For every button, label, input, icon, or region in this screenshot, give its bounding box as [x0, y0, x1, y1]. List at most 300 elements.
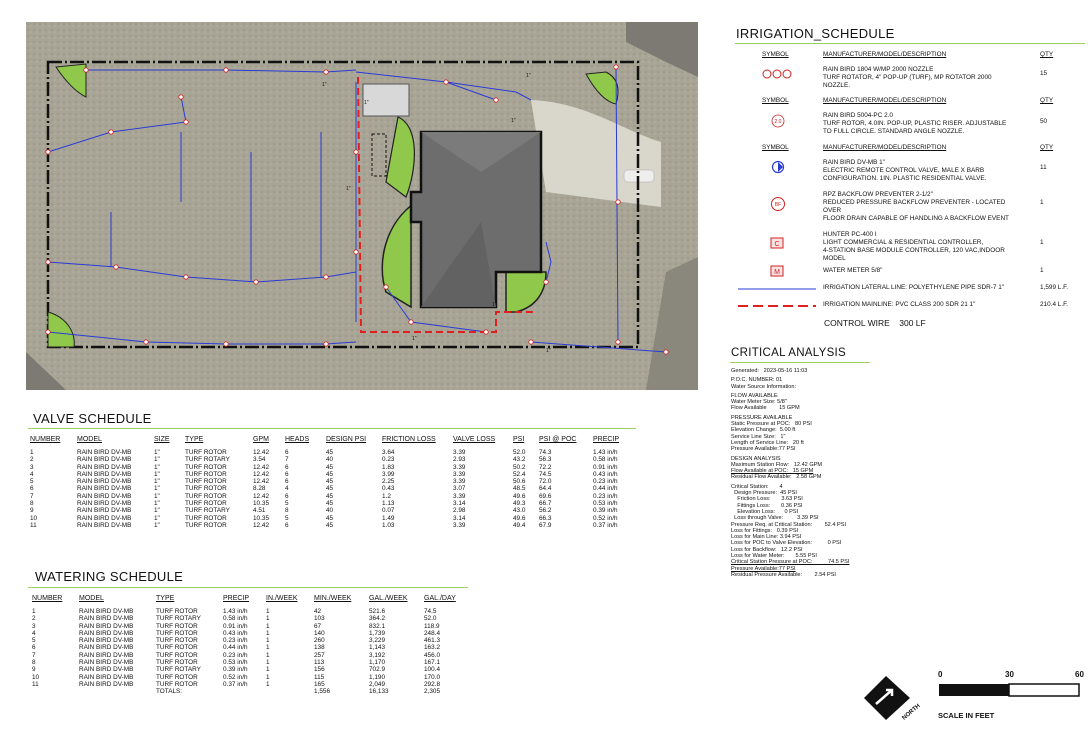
table-row — [30, 500, 633, 507]
table-cell: 3.54 — [253, 456, 266, 464]
table-cell: 3.39 — [453, 492, 466, 500]
table-cell: 0.53 in/h — [223, 659, 248, 667]
table-cell: RAIN BIRD DV-MB — [77, 470, 132, 478]
symbol-header: SYMBOL — [762, 51, 789, 58]
item-desc-1: RAIN BIRD 1804 W/MP 2000 NOZZLE TURF ROTATOR, 4" POP-UP (TURF), MP ROTATOR 2000 NOZZLE. — [823, 66, 992, 89]
svg-text:BF: BF — [774, 202, 782, 208]
table-cell: TURF ROTARY — [185, 507, 230, 515]
analysis-line: Elevation Change: 5.00 ft — [731, 427, 796, 434]
analysis-line: Loss for Fittings: 0.39 PSI — [731, 527, 799, 534]
table-cell: 1 — [266, 659, 270, 667]
table-cell: RAIN BIRD DV-MB — [79, 637, 134, 645]
table-cell: 45 — [326, 521, 334, 529]
table-cell: 2 — [32, 615, 36, 623]
analysis-line: Loss for Backflow: 12.2 PSI — [731, 546, 803, 553]
table-cell: 72.0 — [539, 478, 552, 486]
table-cell: TURF ROTOR — [185, 485, 227, 493]
table-cell: 1.13 — [382, 500, 395, 508]
table-cell: 50.2 — [513, 463, 526, 471]
table-cell: 10.35 — [253, 514, 269, 522]
table-row — [32, 674, 464, 681]
analysis-line: Loss for Main Line: 3.94 PSI — [731, 534, 802, 541]
table-cell: 3.64 — [382, 449, 395, 456]
table-cell: RAIN BIRD DV-MB — [79, 651, 134, 659]
table-cell: 1.03 — [382, 521, 395, 529]
table-cell: 6 — [285, 521, 289, 529]
item-desc-2: RAIN BIRD 5004-PC 2.0 TURF ROTOR, 4.0IN. POP-UP, PLASTIC RISER. ADJUSTABLE TO FULL CIRCLE. STANDARD ANGLE NOZZLE. — [823, 112, 1007, 135]
svg-text:1": 1" — [526, 73, 531, 79]
table-cell: 42 — [314, 608, 322, 615]
item-desc-6: WATER METER 5/8" — [823, 267, 883, 274]
table-cell: 1,556 — [314, 688, 330, 696]
table-cell: 165 — [314, 680, 325, 688]
table-cell: 6 — [30, 485, 34, 493]
table-cell: 248.4 — [424, 629, 440, 637]
table-cell: 64.4 — [539, 485, 552, 493]
table-cell: 456.0 — [424, 651, 440, 659]
rotator-nozzle-icon — [762, 68, 794, 82]
table-cell: 0.91 in/h — [223, 622, 248, 630]
table-cell — [79, 688, 156, 695]
table-cell: 1" — [154, 463, 160, 471]
controller-icon — [770, 237, 784, 251]
table-cell: 1 — [32, 608, 36, 615]
table-row — [30, 449, 633, 456]
table-cell: 40 — [326, 456, 334, 464]
table-cell: 6 — [32, 644, 36, 652]
item-desc-4: RPZ BACKFLOW PREVENTER 2-1/2" REDUCED PRESSURE BACKFLOW PREVENTER - LOCATED OVER FLOOR DRAIN CAPABLE OF HANDLING A BACKFLOW EVENT — [823, 191, 1009, 222]
table-cell: 1" — [154, 478, 160, 486]
analysis-line: Length of Service Line: 20 ft — [731, 439, 804, 446]
analysis-line: Generated: 2023-05-16 11:03 — [731, 368, 808, 374]
table-row — [30, 515, 633, 522]
svg-text:1": 1" — [492, 302, 497, 308]
table-cell: TURF ROTOR — [156, 637, 198, 645]
table-cell: 12.42 — [253, 521, 269, 529]
table-cell: 0.53 in/h — [593, 500, 618, 508]
table-row — [32, 681, 464, 688]
table-cell: RAIN BIRD DV-MB — [79, 608, 134, 615]
north-label: NORTH — [901, 703, 922, 722]
table-cell: 5 — [30, 478, 34, 486]
table-cell: TURF ROTARY — [156, 615, 201, 623]
table-cell: 2 — [30, 456, 34, 464]
column-header: NUMBER — [32, 595, 63, 602]
site-plan-drawing — [26, 22, 698, 390]
column-header: FRICTION LOSS — [382, 436, 436, 443]
table-row — [32, 623, 464, 630]
table-cell: 0.23 — [382, 456, 395, 464]
table-cell: TURF ROTOR — [185, 500, 227, 508]
svg-text:1": 1" — [322, 82, 327, 88]
scale-label: SCALE IN FEET — [938, 711, 995, 720]
table-cell: 1,143 — [369, 644, 385, 652]
table-cell: 3.39 — [453, 449, 466, 456]
svg-text:C: C — [774, 241, 780, 248]
table-cell: 1 — [30, 449, 34, 456]
watering-schedule-table — [32, 595, 464, 696]
table-cell: 156 — [314, 666, 325, 674]
table-row — [32, 630, 464, 637]
table-cell: 11 — [32, 680, 39, 688]
column-header: PRECIP — [223, 595, 250, 602]
table-cell: 12.42 — [253, 492, 269, 500]
analysis-line: Service Line Size: 1" — [731, 433, 786, 440]
table-cell: 45 — [326, 463, 334, 471]
irrigation-schedule: SYMBOL MANUFACTURER/MODEL/DESCRIPTION QTY RAIN BIRD 1804 W/MP 2000 NOZZLE TURF ROTATOR, 4" POP-UP (TURF), MP ROTATOR 2000 NOZZLE. 15 SYMBOL MANUFACTURER/MODEL/DESCRIPTION QTY 2.0 RAIN BIRD 5004-PC 2.0 TURF ROTOR, 4.0IN. POP-UP, PLASTIC RISER. ADJUSTABLE TO FULL CIRCLE. STANDARD ANGLE NOZZLE. 50 SYMBOL MANUFACTURER/MODEL/DESCRIPTION QTY RAIN BIRD DV-MB 1" ELECTRIC REMOTE CONTROL VALVE, MALE X BARB CONFIGURATION. 1IN. PLASTIC RESIDENTIAL VALVE. 11 BF RPZ BACKFLOW PREVENTER 2-1/2" REDUCED PRESSURE BACKFLOW PREVENTER - LOCATED OVER FLOOR DRAIN CAPABLE OF HANDLING A BACKFLOW EVENT 1 C HUNTER PC-400 I LIGHT COMMERCIAL & RESIDENTIAL CONTROLLER, 4-STATION BASE MODULE CONTROLLER, 120 VAC,INDOOR MODEL 1 M WATER METER 5/8" 1 IRRIGATION LATERAL LINE: POLYETHYLENE PIPE SDR-7 1" 1,599 L.F. IRRIGATION MAINLINE: PVC CLASS 200 SDR 21 1" 210.4 L.F. CONTROL WIRE 300 LF — [735, 48, 1087, 338]
table-cell: 1" — [154, 500, 160, 508]
table-cell: 1,190 — [369, 673, 385, 681]
table-row — [32, 666, 464, 673]
table-cell: 1 — [266, 608, 270, 615]
table-cell: 170.0 — [424, 673, 440, 681]
table-cell: RAIN BIRD DV-MB — [77, 500, 132, 508]
table-cell: 1" — [154, 521, 160, 529]
table-row — [30, 493, 633, 500]
table-cell: 74.3 — [539, 449, 552, 456]
analysis-line: P.O.C. NUMBER: 01 — [731, 377, 783, 384]
item-desc-7: IRRIGATION LATERAL LINE: POLYETHYLENE PIPE SDR-7 1" — [823, 284, 1005, 291]
analysis-line: Maximum Station Flow: 12.42 GPM — [731, 461, 823, 468]
table-cell: 0.91 in/h — [593, 463, 618, 471]
lateral-line-icon — [738, 286, 816, 293]
table-cell: 0.58 in/h — [223, 615, 248, 623]
table-cell: 67.9 — [539, 521, 552, 529]
column-header: PSI — [513, 436, 525, 443]
manufacturer-header: MANUFACTURER/MODEL/DESCRIPTION — [823, 51, 947, 58]
table-cell: 52.0 — [513, 449, 526, 456]
svg-text:2.0: 2.0 — [774, 119, 782, 125]
table-cell: 0.23 in/h — [223, 651, 248, 659]
table-cell: 0.43 in/h — [593, 470, 618, 478]
table-cell: RAIN BIRD DV-MB — [79, 615, 134, 623]
table-cell: RAIN BIRD DV-MB — [79, 622, 134, 630]
analysis-line: Residual Flow Available: 2.58 GPM — [731, 474, 822, 481]
table-cell: 0.52 in/h — [223, 673, 248, 681]
table-cell: 3.39 — [453, 470, 466, 478]
table-cell: 49.4 — [513, 521, 526, 529]
table-cell: 1 — [266, 637, 270, 645]
column-header: DESIGN PSI — [326, 436, 367, 443]
analysis-line: FLOW AVAILABLE — [731, 392, 778, 399]
table-cell: 167.1 — [424, 659, 440, 667]
table-cell: 16,133 — [369, 688, 389, 696]
table-cell: 5 — [32, 637, 36, 645]
table-row — [30, 522, 633, 529]
table-cell: 1" — [154, 456, 160, 464]
table-cell: 66.3 — [539, 514, 552, 522]
table-cell: 56.2 — [539, 507, 552, 515]
table-cell: RAIN BIRD DV-MB — [79, 666, 134, 674]
table-cell: 3.07 — [453, 485, 466, 493]
table-cell: 1 — [266, 666, 270, 674]
table-cell: 1.83 — [382, 463, 395, 471]
valve-schedule-table — [30, 436, 633, 529]
table-row — [32, 652, 464, 659]
table-cell: 3.39 — [453, 478, 466, 486]
table-cell: 0.58 in/h — [593, 456, 618, 464]
table-cell: RAIN BIRD DV-MB — [77, 449, 132, 456]
table-cell: RAIN BIRD DV-MB — [77, 478, 132, 486]
table-cell: TURF ROTARY — [156, 666, 201, 674]
table-cell: 1 — [266, 615, 270, 623]
qty-header: QTY — [1040, 51, 1054, 58]
table-cell: TOTALS: — [156, 688, 183, 696]
table-cell: TURF ROTOR — [185, 478, 227, 486]
table-cell: 2.98 — [453, 507, 466, 515]
water-meter-icon — [770, 265, 784, 279]
table-cell: RAIN BIRD DV-MB — [77, 485, 132, 493]
table-cell: 43.0 — [513, 507, 526, 515]
table-cell: 45 — [326, 514, 334, 522]
table-cell: 100.4 — [424, 666, 440, 674]
table-cell: TURF ROTOR — [156, 651, 198, 659]
table-cell: 72.2 — [539, 463, 552, 471]
watering-schedule-title: WATERING SCHEDULE — [35, 569, 184, 584]
column-header: VALVE LOSS — [453, 436, 496, 443]
table-cell: 103 — [314, 615, 325, 623]
analysis-line: Pressure Available:77 PSI — [731, 446, 796, 453]
table-cell: 49.6 — [513, 514, 526, 522]
table-cell: 49.3 — [513, 500, 526, 508]
table-cell: 1.43 in/h — [593, 449, 618, 456]
item-desc-5: HUNTER PC-400 I LIGHT COMMERCIAL & RESIDENTIAL CONTROLLER, 4-STATION BASE MODULE CONTROLLER, 120 VAC,INDOOR MODEL — [823, 231, 1005, 262]
table-row — [30, 456, 633, 463]
column-header: HEADS — [285, 436, 310, 443]
table-cell: TURF ROTOR — [156, 673, 198, 681]
table-cell: 12.42 — [253, 478, 269, 486]
column-header: MODEL — [77, 436, 102, 443]
analysis-line: Loss for POC to Valve Elevation: 0 PSI — [731, 540, 842, 547]
table-cell: 3 — [30, 463, 34, 471]
table-cell: 12.42 — [253, 470, 269, 478]
svg-text:1": 1" — [511, 118, 516, 124]
table-cell: 66.7 — [539, 500, 552, 508]
table-cell: 7 — [30, 492, 34, 500]
table-cell: 8.28 — [253, 485, 266, 493]
table-cell: 10.35 — [253, 500, 269, 508]
table-cell: 1" — [154, 492, 160, 500]
svg-text:M: M — [774, 269, 780, 276]
control-wire: CONTROL WIRE 300 LF — [824, 318, 926, 328]
table-cell: 1.49 — [382, 514, 395, 522]
column-header: IN./WEEK — [266, 595, 298, 602]
table-cell: 292.8 — [424, 680, 440, 688]
table-cell: 49.6 — [513, 492, 526, 500]
analysis-line: Pressure Available:77 PSI — [731, 565, 796, 572]
svg-text:1": 1" — [546, 348, 551, 354]
table-cell: 0.44 in/h — [223, 644, 248, 652]
table-cell: 0.43 in/h — [223, 629, 248, 637]
totals-row — [32, 688, 464, 695]
analysis-line: Static Pressure at POC: 80 PSI — [731, 421, 812, 428]
table-cell: 1,170 — [369, 659, 385, 667]
table-cell: 0.43 — [382, 485, 395, 493]
site-plan — [26, 22, 698, 390]
critical-analysis-title: CRITICAL ANALYSIS — [731, 347, 847, 359]
table-cell: RAIN BIRD DV-MB — [79, 680, 134, 688]
table-cell: TURF ROTOR — [185, 470, 227, 478]
table-cell: 1" — [154, 449, 160, 456]
table-cell: 45 — [326, 449, 334, 456]
table-cell: 52.0 — [424, 615, 437, 623]
table-cell: 0.52 in/h — [593, 514, 618, 522]
table-cell: 832.1 — [369, 622, 385, 630]
table-cell: 2.93 — [453, 456, 466, 464]
table-row — [30, 464, 633, 471]
table-cell: 118.9 — [424, 622, 440, 630]
table-cell: 74.5 — [424, 608, 437, 615]
table-cell: 0.37 in/h — [223, 680, 248, 688]
table-cell: 45 — [326, 492, 334, 500]
column-header: TYPE — [156, 595, 175, 602]
table-cell: 1 — [266, 651, 270, 659]
table-cell: 138 — [314, 644, 325, 652]
table-cell: 0.23 in/h — [593, 478, 618, 486]
table-cell: RAIN BIRD DV-MB — [79, 659, 134, 667]
table-cell: 45 — [326, 500, 334, 508]
table-cell: TURF ROTOR — [185, 521, 227, 529]
table-cell: 1 — [266, 673, 270, 681]
table-cell: 4.51 — [253, 507, 266, 515]
table-cell: 0.39 in/h — [223, 666, 248, 674]
table-cell: RAIN BIRD DV-MB — [77, 463, 132, 471]
analysis-line: Critical Station: 4 — [731, 483, 783, 490]
table-cell: 1 — [266, 629, 270, 637]
valve-icon — [770, 160, 786, 176]
column-header: GAL./WEEK — [369, 595, 408, 602]
table-cell: 3.14 — [453, 500, 466, 508]
table-cell: 1.2 — [382, 492, 391, 500]
analysis-line: Residual Pressure Available: 2.54 PSI — [731, 571, 836, 578]
table-cell: 8 — [32, 659, 36, 667]
table-cell: TURF ROTOR — [156, 644, 198, 652]
table-row — [32, 637, 464, 644]
table-cell: 163.2 — [424, 644, 440, 652]
rotor-head-icon — [770, 114, 786, 130]
table-cell: 4 — [32, 629, 36, 637]
table-cell — [223, 688, 266, 695]
critical-analysis-lines — [731, 368, 849, 578]
table-cell: 69.6 — [539, 492, 552, 500]
table-cell: 7 — [285, 456, 289, 464]
backflow-icon — [769, 196, 787, 214]
table-cell: 1.43 in/h — [223, 608, 248, 615]
column-header: MIN./WEEK — [314, 595, 352, 602]
table-cell: 5 — [285, 514, 289, 522]
table-cell: 257 — [314, 651, 325, 659]
table-cell: 56.3 — [539, 456, 552, 464]
table-cell: 6 — [285, 478, 289, 486]
table-cell: 3,229 — [369, 637, 385, 645]
item-desc-8: IRRIGATION MAINLINE: PVC CLASS 200 SDR 21 1" — [823, 301, 976, 308]
analysis-line: Friction Loss: 3.63 PSI — [731, 496, 803, 503]
valve-schedule-title: VALVE SCHEDULE — [33, 411, 152, 426]
item-desc-3: RAIN BIRD DV-MB 1" ELECTRIC REMOTE CONTROL VALVE, MALE X BARB CONFIGURATION. 1IN. PLASTIC RESIDENTIAL VALVE. — [823, 159, 987, 182]
table-cell: 3 — [32, 622, 36, 630]
table-cell: 1 — [266, 644, 270, 652]
table-cell: 1 — [266, 622, 270, 630]
table-cell — [32, 688, 79, 695]
table-row — [30, 507, 633, 514]
column-header: PSI @ POC — [539, 436, 577, 443]
table-row — [32, 644, 464, 651]
table-cell: 2,305 — [424, 688, 440, 696]
table-row — [32, 659, 464, 666]
table-cell: 1" — [154, 514, 160, 522]
column-header: GAL./DAY — [424, 595, 456, 602]
table-row — [30, 485, 633, 492]
table-row — [30, 471, 633, 478]
table-row — [32, 608, 464, 615]
table-cell: 260 — [314, 637, 325, 645]
table-cell: 0.23 in/h — [593, 492, 618, 500]
table-cell: RAIN BIRD DV-MB — [77, 514, 132, 522]
table-cell: 4 — [30, 470, 34, 478]
table-cell: 521.6 — [369, 608, 385, 615]
table-cell: RAIN BIRD DV-MB — [79, 673, 134, 681]
table-cell: 2.25 — [382, 478, 395, 486]
table-cell: 0.44 in/h — [593, 485, 618, 493]
table-cell: 3.39 — [453, 521, 466, 529]
table-cell: 1" — [154, 470, 160, 478]
table-cell — [266, 688, 314, 695]
column-header: PRECIP — [593, 436, 620, 443]
table-cell: 115 — [314, 673, 325, 681]
table-cell: 6 — [285, 449, 289, 456]
table-cell: 140 — [314, 629, 325, 637]
analysis-line: Design Pressure: 45 PSI — [731, 490, 797, 497]
svg-text:1": 1" — [364, 100, 369, 106]
table-cell: 74.5 — [539, 470, 552, 478]
table-cell: 3.39 — [453, 463, 466, 471]
table-cell: 0.37 in/h — [593, 521, 618, 529]
analysis-line: Elevation Loss: 0 PSI — [731, 508, 799, 515]
table-cell: 0.07 — [382, 507, 395, 515]
table-cell: 0.39 in/h — [593, 507, 618, 515]
north-arrow — [862, 674, 922, 731]
table-cell: 3,192 — [369, 651, 385, 659]
table-cell: 12.42 — [253, 449, 269, 456]
column-header: SIZE — [154, 436, 170, 443]
analysis-line: PRESSURE AVAILABLE — [731, 414, 793, 421]
table-cell: TURF ROTOR — [185, 463, 227, 471]
analysis-line: Water Source Information: — [731, 383, 797, 390]
table-cell: 6 — [285, 492, 289, 500]
analysis-line: Critical Station Pressure at POC: 74.5 PSI — [731, 559, 850, 566]
analysis-line: Loss for Water Meter: 5.55 PSI — [731, 553, 817, 560]
table-cell: RAIN BIRD DV-MB — [77, 492, 132, 500]
table-cell: 11 — [30, 521, 37, 529]
table-cell: 10 — [30, 514, 38, 522]
table-cell: 0.23 in/h — [223, 637, 248, 645]
table-cell: 1" — [154, 485, 160, 493]
column-header: NUMBER — [30, 436, 61, 443]
table-cell: 48.5 — [513, 485, 526, 493]
table-cell: 10 — [32, 673, 40, 681]
table-cell: 6 — [285, 470, 289, 478]
table-cell: 52.4 — [513, 470, 526, 478]
table-cell: TURF ROTOR — [156, 659, 198, 667]
table-cell: 43.2 — [513, 456, 526, 464]
column-header: MODEL — [79, 595, 104, 602]
table-cell: 8 — [285, 507, 289, 515]
svg-text:1": 1" — [346, 186, 351, 192]
table-cell: TURF ROTARY — [185, 456, 230, 464]
table-cell: RAIN BIRD DV-MB — [77, 507, 132, 515]
table-cell: 2,049 — [369, 680, 385, 688]
table-cell: RAIN BIRD DV-MB — [79, 629, 134, 637]
